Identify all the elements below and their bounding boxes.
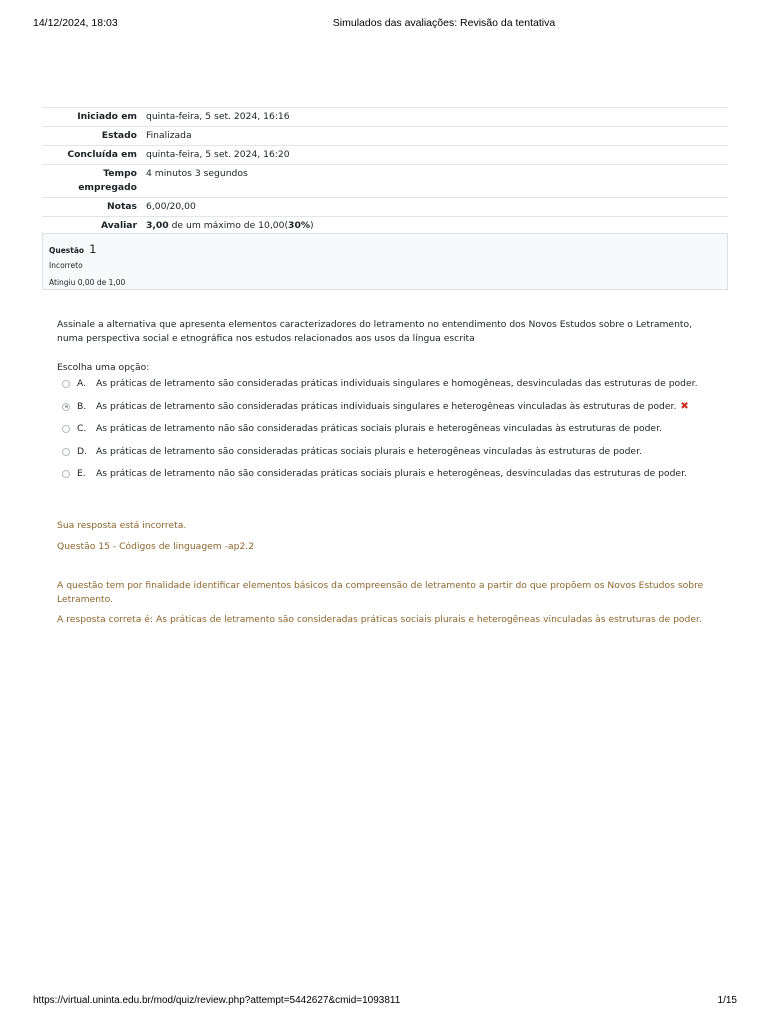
summary-label: Estado: [101, 130, 137, 141]
question-text: Assinale a alternativa que apresenta elementos caracterizadores do letramento no entendimento dos Novos Estudos sobre o Letramento, numa perspectiva social e etnográfica nos estudos relacionados aos usos da língua escrita: [57, 319, 693, 344]
question-number: [49, 238, 721, 257]
summary-label: Notas: [106, 201, 137, 212]
question-label: Questão: [49, 246, 85, 255]
print-footer: [0, 995, 768, 1009]
option-text: As práticas de letramento não são consideradas práticas sociais plurais e heterogêneas, desvinculadas das estruturas de poder.: [96, 468, 687, 479]
option-text: As práticas de letramento são consideradas práticas individuais singulares e heterogêneas vinculadas às estruturas de poder.: [96, 400, 677, 412]
grade-score: 3,00: [146, 220, 169, 231]
summary-label: Avaliar: [100, 220, 137, 231]
summary-row: [42, 146, 728, 165]
print-datetime: 14/12/2024, 18:03: [33, 17, 118, 29]
answer-option-d[interactable]: [62, 445, 722, 468]
summary-value: quinta-feira, 5 set. 2024, 16:20: [146, 149, 290, 160]
option-text: As práticas de letramento não são consideradas práticas sociais plurais e heterogêneas vinculadas às estruturas de poder.: [96, 423, 662, 434]
answer-option-b[interactable]: [62, 400, 722, 423]
answer-prompt: Escolha uma opção:: [57, 362, 150, 373]
answer-options: [62, 377, 722, 490]
radio-button-selected[interactable]: [62, 403, 70, 411]
question-state: Incorreto: [49, 261, 83, 270]
grade-percent: 30%: [288, 220, 311, 231]
summary-row: [42, 165, 728, 198]
option-text: As práticas de letramento são consideradas práticas individuais singulares e homogêneas, desvinculadas das estruturas de poder.: [96, 378, 698, 389]
question-mark: Atingiu 0,00 de 1,00: [49, 278, 126, 287]
print-header: [0, 17, 768, 31]
summary-row: [42, 198, 728, 217]
answer-option-c[interactable]: [62, 422, 722, 445]
question-info-box: [42, 233, 728, 290]
grade-middle: de um máximo de 10,00(: [168, 220, 289, 231]
print-title: Simulados das avaliações: Revisão da tentativa: [332, 17, 556, 29]
option-text: As práticas de letramento são consideradas práticas sociais plurais e heterogêneas vinculadas às estruturas de poder.: [96, 445, 642, 457]
radio-button[interactable]: [62, 470, 70, 478]
print-url: https://virtual.uninta.edu.br/mod/quiz/review.php?attempt=5442627&cmid=1093811: [33, 995, 401, 1006]
option-letter: E.: [77, 468, 86, 479]
feedback-source: Questão 15 - Códigos de linguagem -ap2.2: [57, 541, 255, 552]
answer-option-e[interactable]: [62, 467, 722, 490]
option-letter: A.: [77, 378, 87, 389]
summary-label: Tempo empregado: [78, 168, 137, 193]
summary-label: Concluída em: [67, 149, 137, 160]
grade-end: ): [310, 220, 314, 231]
summary-row: [42, 108, 728, 127]
radio-button[interactable]: [62, 448, 70, 456]
radio-button[interactable]: [62, 380, 70, 388]
question-number-value: 1: [89, 242, 97, 256]
incorrect-icon: ✖: [680, 400, 689, 412]
summary-value: 4 minutos 3 segundos: [146, 168, 248, 179]
radio-button[interactable]: [62, 425, 70, 433]
summary-value: quinta-feira, 5 set. 2024, 16:16: [146, 111, 290, 122]
summary-value: Finalizada: [146, 130, 192, 141]
correct-answer-feedback: A resposta correta é: As práticas de letramento são consideradas práticas sociais plurais e heterogêneas vinculadas às estruturas de poder.: [57, 614, 702, 625]
option-letter: C.: [77, 423, 87, 434]
option-letter: D.: [77, 445, 87, 457]
answer-option-a[interactable]: [62, 377, 722, 400]
feedback-status: Sua resposta está incorreta.: [57, 520, 187, 531]
option-letter: B.: [77, 400, 87, 412]
attempt-summary-table: [42, 107, 728, 236]
summary-row: [42, 127, 728, 146]
general-feedback: A questão tem por finalidade identificar elementos básicos da compreensão de letramento a partir do que propõem os Novos Estudos sobre Letramento.: [57, 580, 704, 605]
page-number: 1/15: [717, 995, 737, 1006]
summary-value: 6,00/20,00: [146, 201, 196, 212]
summary-label: Iniciado em: [77, 111, 137, 122]
